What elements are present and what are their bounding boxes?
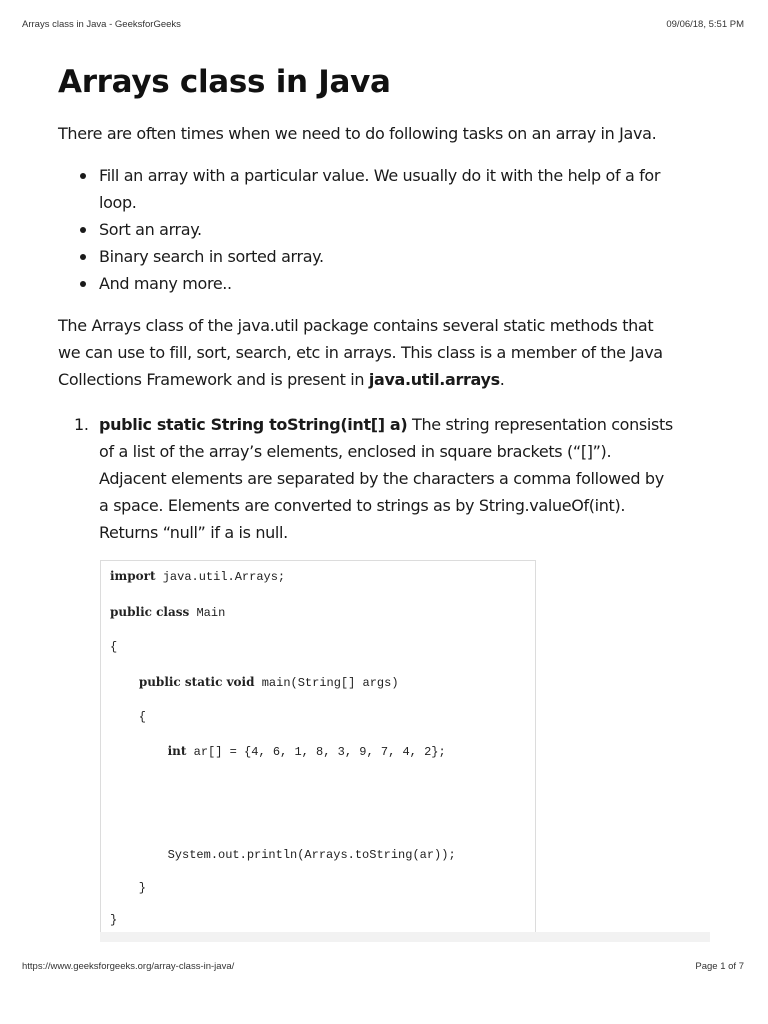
list-item-text: Fill an array with a particular value. We usually do it with the help of a for xyxy=(99,166,661,185)
code-line xyxy=(110,675,399,690)
code-text: { xyxy=(110,710,147,724)
package-name: java.util.arrays xyxy=(368,370,500,389)
code-block xyxy=(100,560,536,933)
code-text: { xyxy=(110,640,118,654)
bullet-icon xyxy=(80,173,86,179)
list-item xyxy=(58,243,718,270)
method-description: a space. Elements are converted to strings as by String.valueOf(int). xyxy=(99,496,626,515)
list-item xyxy=(58,216,718,243)
method-number: 1. xyxy=(74,415,89,434)
method-description: The string representation consists xyxy=(407,415,673,434)
print-footer-url: https://www.geeksforgeeks.org/array-class-in-java/ xyxy=(22,961,235,972)
paragraph-line: we can use to fill, sort, search, etc in arrays. This class is a member of the Java xyxy=(58,343,663,362)
intro-paragraph: There are often times when we need to do following tasks on an array in Java. xyxy=(58,124,657,143)
list-item xyxy=(58,162,718,216)
code-text: java.util.Arrays; xyxy=(155,570,286,584)
code-text: main(String[] args) xyxy=(254,676,399,690)
page-title: Arrays class in Java xyxy=(58,64,391,100)
method-list xyxy=(58,411,718,546)
code-keyword: public static void xyxy=(138,675,255,689)
method-item xyxy=(58,411,718,546)
code-keyword: public class xyxy=(110,605,190,619)
code-scrollbar-track xyxy=(100,932,710,942)
code-line xyxy=(110,913,117,927)
code-line xyxy=(110,848,456,862)
code-line xyxy=(110,569,285,584)
paragraph-line: . xyxy=(499,370,505,389)
article xyxy=(58,60,718,546)
code-line xyxy=(110,881,146,895)
print-header-date: 09/06/18, 5:51 PM xyxy=(666,19,744,30)
code-line xyxy=(110,744,446,759)
bullet-icon xyxy=(80,254,86,260)
task-list xyxy=(58,162,718,297)
method-signature: public static String toString(int[] a) xyxy=(99,415,408,434)
code-text: Main xyxy=(189,606,226,620)
code-line xyxy=(110,640,117,654)
list-item-text: loop. xyxy=(99,193,137,212)
print-header xyxy=(22,19,744,33)
list-item-text: Binary search in sorted array. xyxy=(99,247,324,266)
code-text: } xyxy=(110,913,118,927)
list-item xyxy=(58,270,718,297)
paragraph-line: Collections Framework and is present in xyxy=(58,370,369,389)
paragraph-line: The Arrays class of the java.util package contains several static methods that xyxy=(58,316,654,335)
method-description: Adjacent elements are separated by the characters a comma followed by xyxy=(99,469,664,488)
code-indent xyxy=(110,745,168,759)
code-line xyxy=(110,605,225,620)
bullet-icon xyxy=(80,227,86,233)
description-paragraph xyxy=(58,312,718,393)
print-footer xyxy=(22,961,744,975)
page-number: Page 1 of 7 xyxy=(695,961,744,972)
bullet-icon xyxy=(80,281,86,287)
code-text: ar[] = {4, 6, 1, 8, 3, 9, 7, 4, 2}; xyxy=(186,745,446,759)
print-header-title: Arrays class in Java - GeeksforGeeks xyxy=(22,19,181,30)
method-description: Returns “null” if a is null. xyxy=(99,523,288,542)
list-item-text: And many more.. xyxy=(99,274,232,293)
code-text: } xyxy=(110,881,147,895)
code-keyword: import xyxy=(110,569,156,583)
list-item-text: Sort an array. xyxy=(99,220,202,239)
code-text: System.out.println(Arrays.toString(ar)); xyxy=(110,848,456,862)
code-indent xyxy=(110,676,139,690)
code-keyword: int xyxy=(167,744,187,758)
code-line xyxy=(110,710,146,724)
method-description: of a list of the array’s elements, enclosed in square brackets (“[]”). xyxy=(99,442,612,461)
